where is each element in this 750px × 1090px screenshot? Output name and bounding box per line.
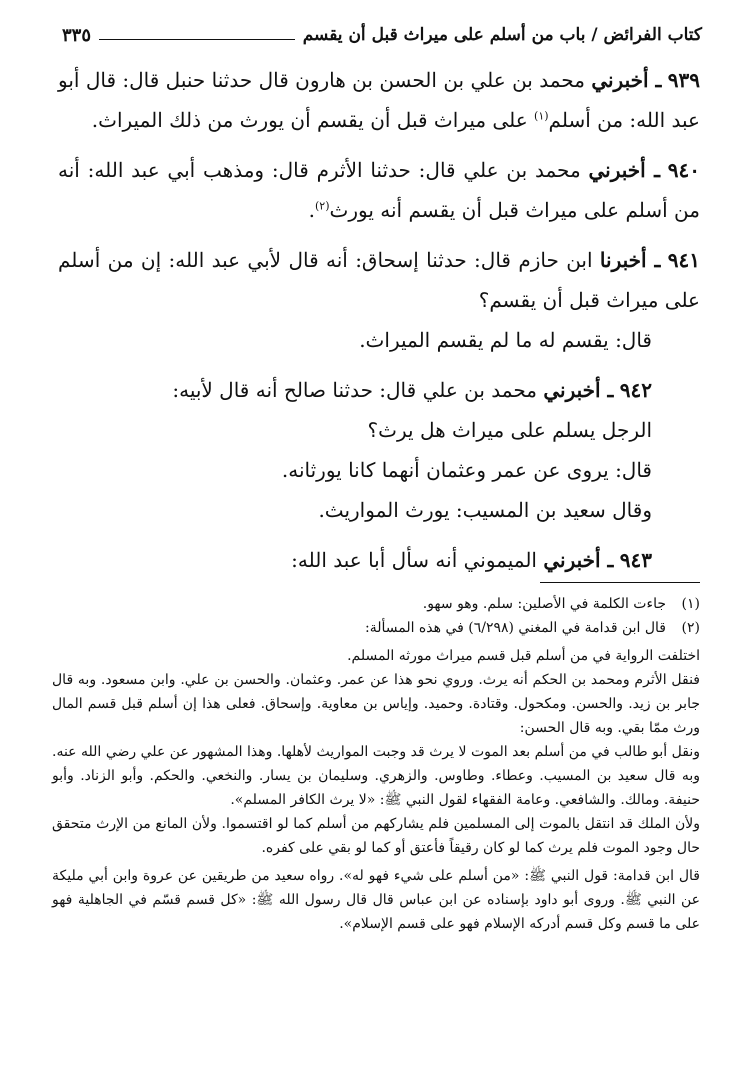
footnote-separator [540, 582, 700, 583]
entry-keyword: أخبرني [543, 548, 601, 572]
entry-line: قال: يروى عن عمر وعثمان أنهما كانا يورثانه. [281, 458, 652, 482]
entry-text: محمد بن علي بن الحسن بن هارون قال حدثنا حنبل قال: قال أبو عبد الله: من أسلم [58, 68, 700, 132]
header-title: كتاب الفرائض / باب من أسلم على ميراث قبل أن يقسم [302, 25, 702, 45]
header-rule [99, 39, 295, 40]
entry-number: ٩٣٩ [667, 68, 700, 92]
entry-line: وقال سعيد بن المسيب: يورث المواريث. [318, 498, 652, 522]
entry-keyword: أخبرني [588, 158, 646, 182]
entry-942: ٩٤٢ ـ أخبرني محمد بن علي قال: حدثنا صالح أنه قال لأبيه: [172, 378, 652, 402]
running-header [62, 22, 702, 48]
footnote-quote-line: ونقل أبو طالب في من أسلم بعد الموت لا يرث قد وجبت المواريث لأهلها. وهذا المشهور عن علي رضي الله عنه. وبه قال سعيد بن المسيب. وعطاء. وطاوس. والزهري. وسليمان بن يسار. والنخعي. والحكم. وأبو الزناد. وأبو حنيفة. ومالك. والشافعي. وعامة الفقهاء لقول النبي ﷺ: «لا يرث الكافر المسلم». [52, 744, 700, 808]
footnote-text: قال ابن قدامة في المغني (٦/٢٩٨) في هذه المسألة: [364, 620, 666, 636]
entry-text: ابن حازم قال: حدثنا إسحاق: أنه قال لأبي عبد الله: إن من أسلم على ميراث قبل أن يقسم؟ [58, 248, 700, 312]
page-number: ٣٣٥ [62, 24, 92, 46]
entry-number: ٩٤٠ [667, 158, 701, 182]
entry-text: الميموني أنه سأل أبا عبد الله: [291, 548, 537, 572]
footnote-2 [52, 616, 700, 640]
entry-text: محمد بن علي قال: حدثنا صالح أنه قال لأبيه: [172, 378, 537, 402]
entry-line: الرجل يسلم على ميراث هل يرث؟ [367, 418, 652, 442]
footnote-quote-line: قال ابن قدامة: قول النبي ﷺ: «من أسلم على شيء فهو له». رواه سعيد من طريقين عن عروة وابن أبي مليكة عن النبي ﷺ. وروى أبو داود بإسناده عن ابن عباس قال قال رسول الله ﷺ: «كل قسم قسّم في الجاهلية فهو على ما قسم وكل قسم أدركه الإسلام فهو على قسم الإسلام». [52, 868, 700, 932]
entry-943: ٩٤٣ ـ أخبرني الميموني أنه سأل أبا عبد الله: [291, 548, 652, 572]
entry-text-after: على ميراث قبل أن يقسم أن يورث من ذلك الميراث. [91, 108, 528, 132]
entry-number: ٩٤٢ [619, 378, 652, 402]
entry-keyword: أخبرنا [599, 248, 647, 272]
footnote-text: جاءت الكلمة في الأصلين: سلم. وهو سهو. [422, 596, 666, 612]
entry-keyword: أخبرني [591, 68, 649, 92]
footnote-mark: (١) [681, 596, 700, 612]
footnote-mark: (٢) [681, 620, 700, 636]
footnote-quote-line: ولأن الملك قد انتقل بالموت إلى المسلمين فلم يشاركهم من أسلم كما لو اقتسموا. ولأن المانع من الإرث متحقق حال وجود الموت فلم يرث كما لو كان رقيقاً فأعتق أو كما لو بقي على كفره. [52, 816, 700, 856]
footnote-quote-line: فنقل الأثرم ومحمد بن الحكم أنه يرث. وروي نحو هذا عن عمر. وعثمان. والحسن بن علي. وابن مسعود. وبه قال جابر بن زيد. والحسن. ومكحول. وقتادة. وحميد. وإياس بن معاوية. وإسحاق. فعلى هذا إن أسلم قبل قسم المال ورث ممّا بقي. وبه قال الحسن: [52, 672, 700, 736]
footnote-1 [52, 592, 700, 616]
entry-number: ٩٤٣ [619, 548, 652, 572]
entry-939: ٩٣٩ ـ أخبرني محمد بن علي بن الحسن بن هارون قال حدثنا حنبل قال: قال أبو عبد الله: من أسلم$^{(١)}$ على ميراث قبل أن يقسم أن يورث من ذلك الميراث. [58, 68, 700, 132]
entry-text-after: . [308, 198, 315, 222]
main-text [58, 60, 700, 580]
entry-940: ٩٤٠ ـ أخبرني محمد بن علي قال: حدثنا الأثرم قال: ومذهب أبي عبد الله: أنه من أسلم على ميراث قبل أن يقسم أنه يورث$^{(٢)}$. [58, 158, 701, 222]
entry-answer: قال: يقسم له ما لم يقسم الميراث. [359, 328, 652, 352]
entry-number: ٩٤١ [667, 248, 701, 272]
footnote-ref: (٢) [314, 199, 330, 213]
entry-keyword: أخبرني [543, 378, 601, 402]
footnotes [52, 592, 700, 936]
entry-941: ٩٤١ ـ أخبرنا ابن حازم قال: حدثنا إسحاق: أنه قال لأبي عبد الله: إن من أسلم على ميراث قبل أن يقسم؟ [58, 248, 701, 312]
footnote-ref: (١) [534, 109, 549, 123]
entry-text: محمد بن علي قال: حدثنا الأثرم قال: ومذهب أبي عبد الله: أنه من أسلم على ميراث قبل أن يقسم أنه يورث [58, 158, 700, 222]
footnote-quote-line: اختلفت الرواية في من أسلم قبل قسم ميراث مورثه المسلم. [347, 648, 700, 664]
